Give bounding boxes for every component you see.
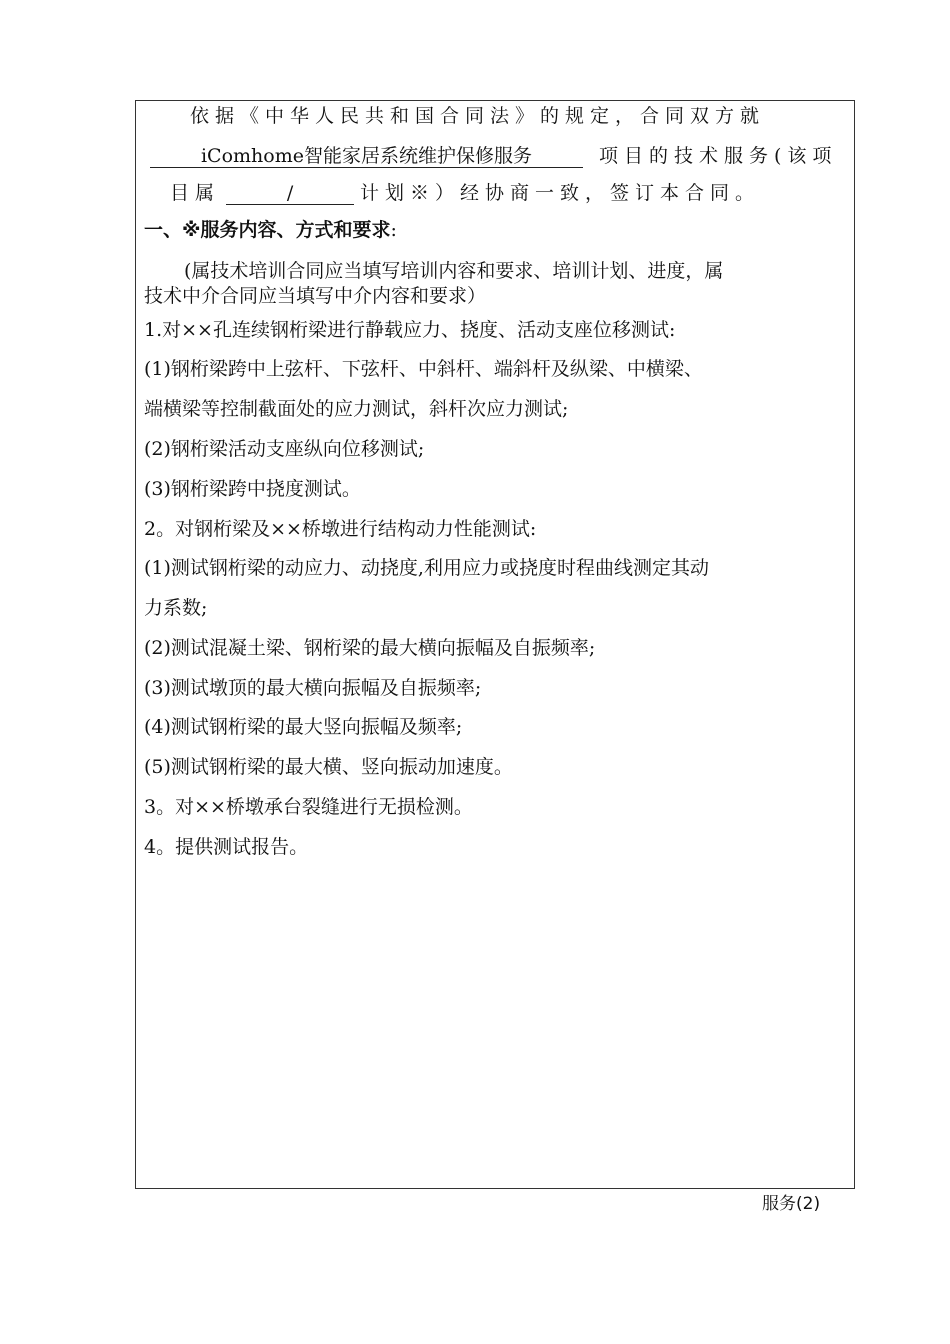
list-item: (1)测试钢桁梁的动应力、动挠度,利用应力或挠度时程曲线测定其动	[144, 557, 709, 579]
list-item: (2)测试混凝土梁、钢桁梁的最大横向振幅及自振频率;	[144, 637, 596, 659]
project-name-field: iComhome智能家居系统维护保修服务	[150, 145, 583, 168]
section-note-line-2: 技术中介合同应当填写中介内容和要求）	[144, 285, 487, 307]
intro-line-3-suffix: 计划※）经协商一致，签订本合同。	[360, 182, 761, 204]
intro-line-2-suffix: 项目的技术服务(该项	[599, 145, 838, 167]
list-item: (4)测试钢桁梁的最大竖向振幅及频率;	[144, 716, 463, 738]
intro-line-2	[150, 144, 837, 168]
list-item: 力系数;	[144, 597, 208, 619]
section-heading	[144, 218, 397, 242]
page-number-label: 服务(2)	[762, 1194, 821, 1214]
section-heading-prefix: 一、※服务	[144, 219, 239, 241]
plan-field: /	[226, 182, 354, 205]
section-note-line-1: (属技术培训合同应当填写培训内容和要求、培训计划、进度，属	[184, 260, 724, 282]
list-item: 4。提供测试报告。	[144, 836, 309, 858]
list-item: (1)钢桁梁跨中上弦杆、下弦杆、中斜杆、端斜杆及纵梁、中横梁、	[144, 358, 703, 380]
list-item: (3)钢桁梁跨中挠度测试。	[144, 478, 361, 500]
list-item: 3。对××桥墩承台裂缝进行无损检测。	[144, 796, 473, 818]
list-item: (3)测试墩顶的最大横向振幅及自振频率;	[144, 677, 482, 699]
list-item: 端横梁等控制截面处的应力测试，斜杆次应力测试;	[144, 398, 569, 420]
list-item: (5)测试钢桁梁的最大横、竖向振动加速度。	[144, 756, 513, 778]
intro-line-3-prefix: 目属	[170, 182, 221, 204]
list-item: 2。对钢桁梁及××桥墩进行结构动力性能测试:	[144, 518, 537, 540]
list-item: 1.对××孔连续钢桁梁进行静载应力、挠度、活动支座位移测试:	[144, 319, 676, 341]
section-heading-bold: 内容、方式和要求	[238, 219, 391, 241]
section-heading-colon: :	[390, 219, 397, 241]
intro-line-3	[170, 181, 760, 205]
intro-line-1: 依据《中华人民共和国合同法》的规定，合同双方就	[190, 105, 766, 127]
list-item: (2)钢桁梁活动支座纵向位移测试;	[144, 438, 425, 460]
